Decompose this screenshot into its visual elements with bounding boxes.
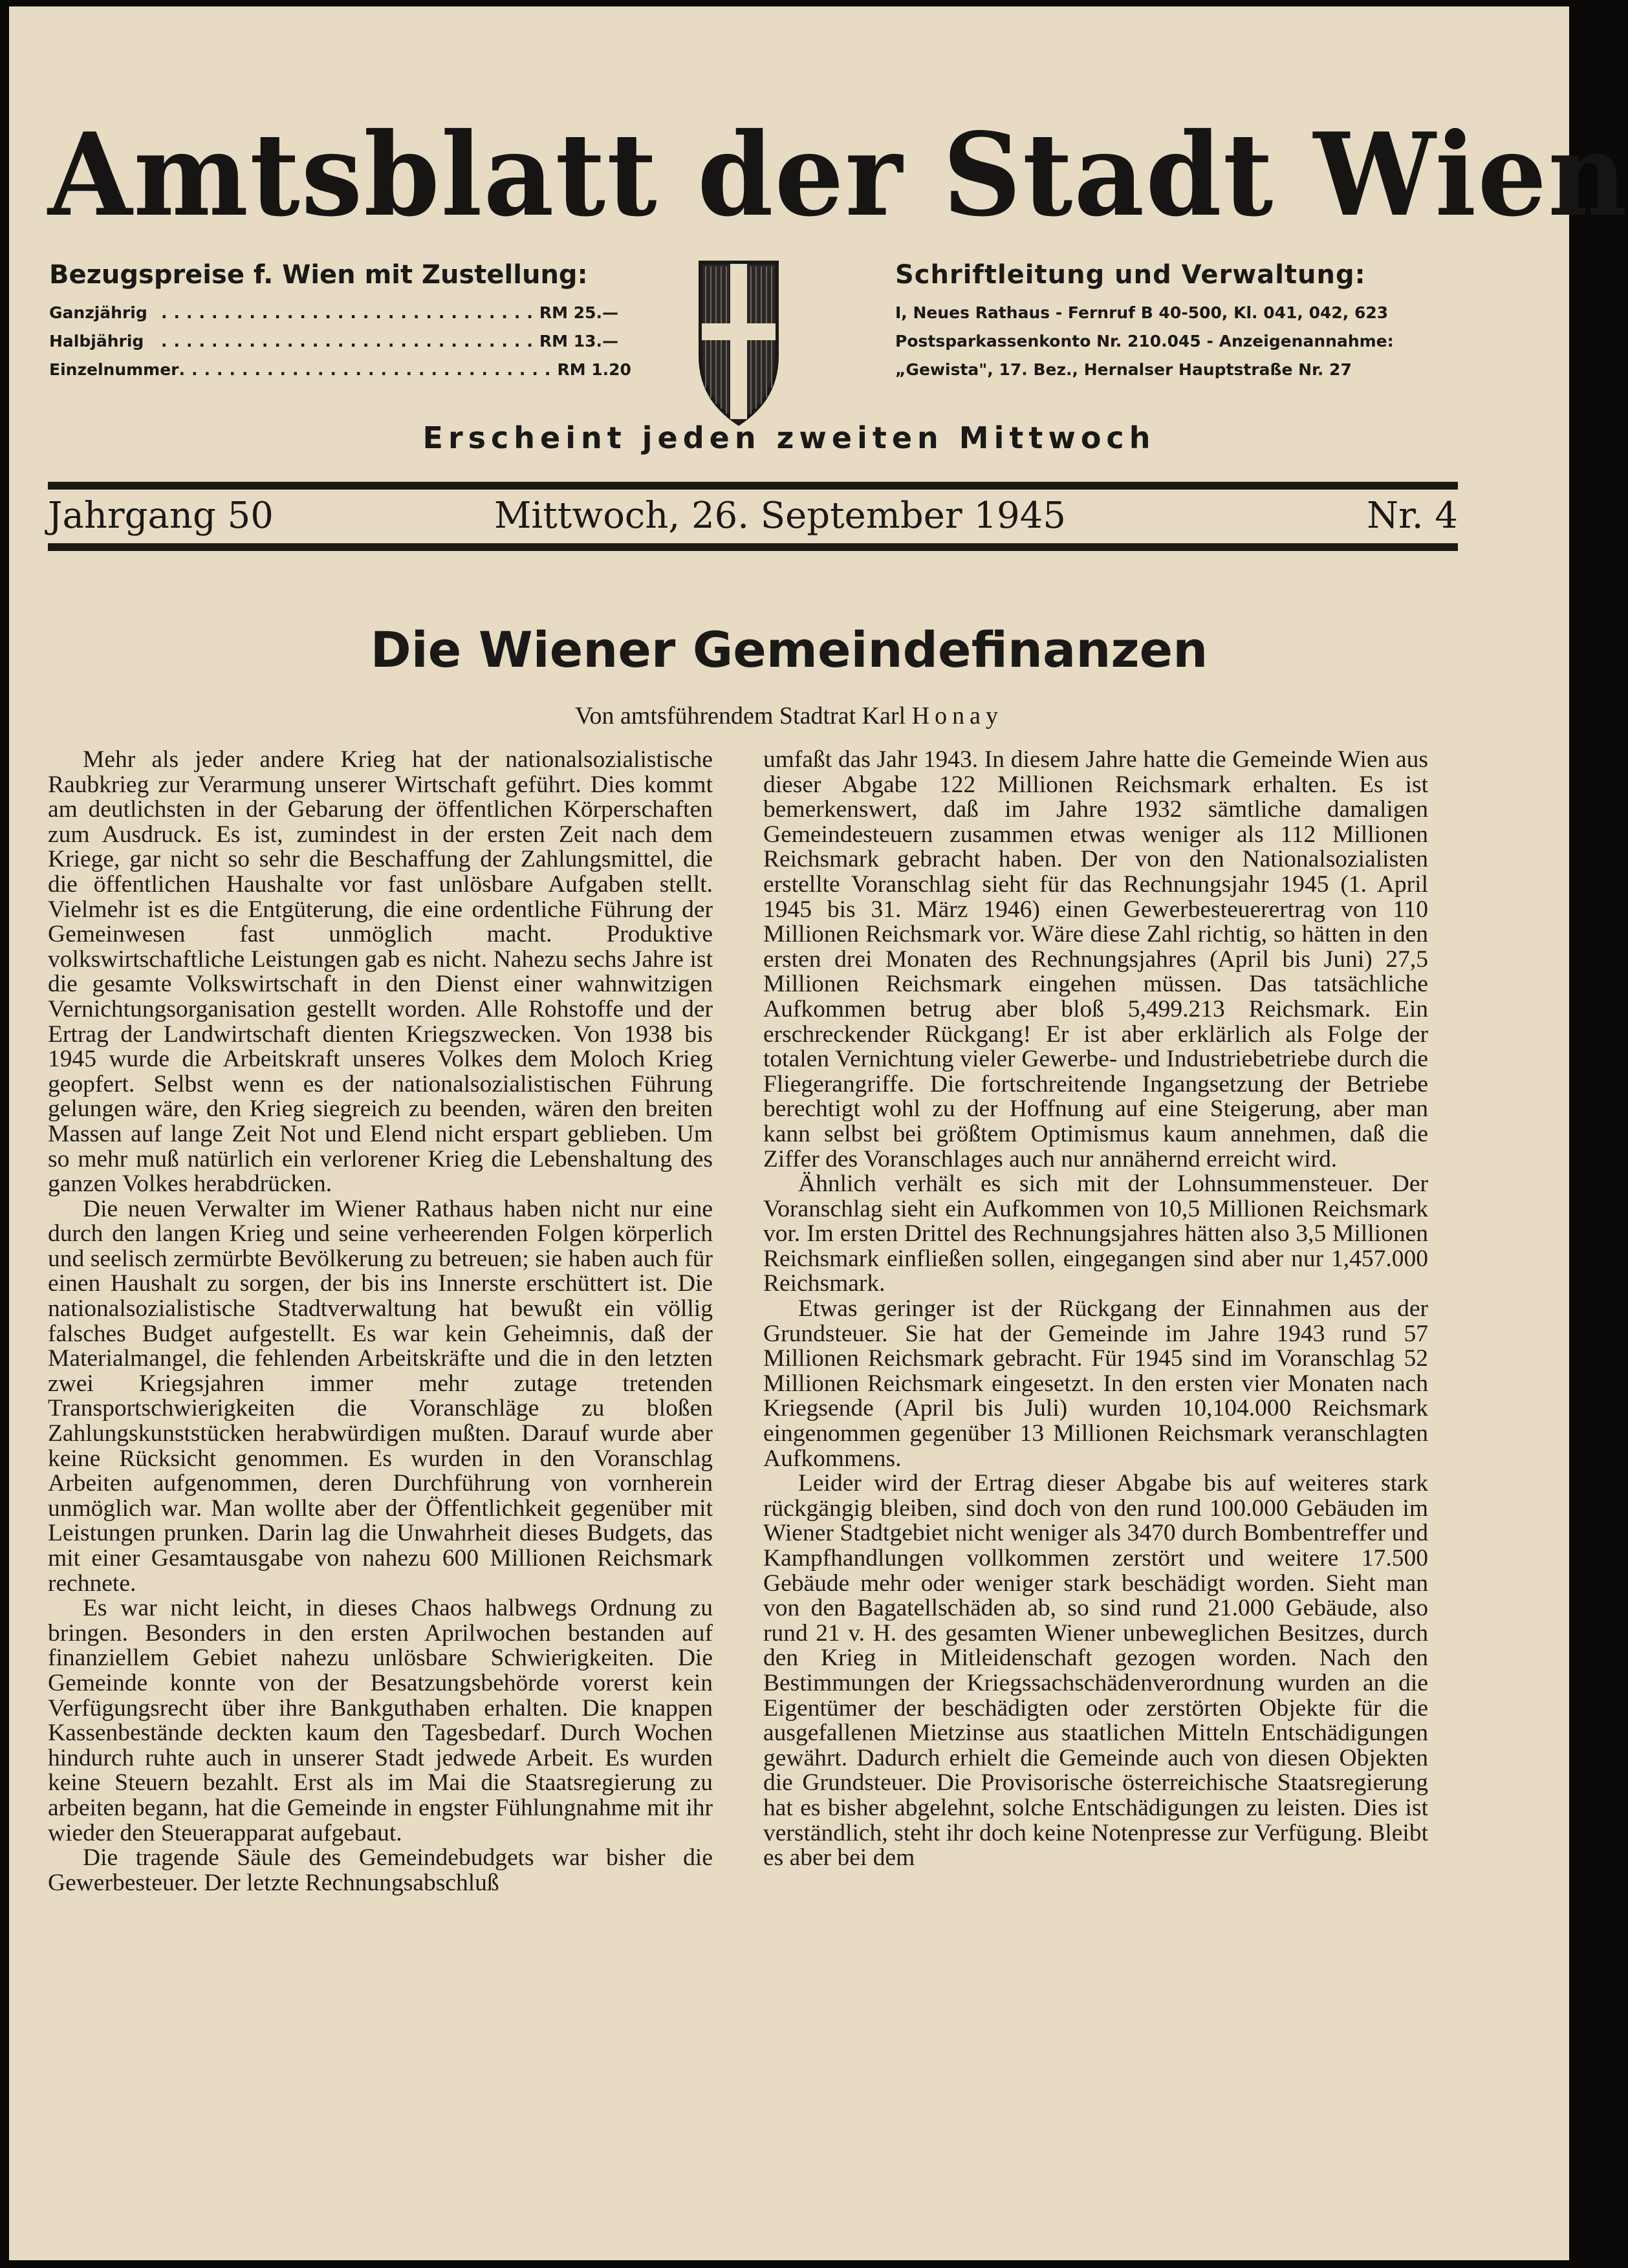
paragraph: Die neuen Verwalter im Wiener Rathaus haben nicht nur eine durch den langen Krieg und seine verheerenden Folgen körperlich und seelisch zermürbte Bevölkerung zu betreuen; sie haben auch für einen Haushalt zu sorgen, der bis ins Innerste erschüttert ist. Die nationalsozialistische Stadtverwaltung hat bewußt ein völlig falsches Budget aufgestellt. Es war kein Geheimnis, daß der Materialmangel, die fehlenden Arbeitskräfte und die in den letzten zwei Kriegsjahren immer mehr zutage tretenden Transportschwierigkeiten die Voranschläge zu bloßen Zahlungskunststücken herabwürdigen mußten. Darauf wurde aber keine Rücksicht genommen. Es wurden in den Voranschlag Arbeiten aufgenommen, deren Durchführung von vornherein unmöglich war. Man wollte aber der Öffentlichkeit gegenüber mit Leistungen prunken. Darin lag die Unwahrheit dieses Budgets, das mit einer Gesamtausgabe von nahezu 600 Millionen Reichsmark rechnete. [48, 1195, 713, 1597]
leader-dots: .............................. [160, 332, 539, 351]
vienna-coat-of-arms-icon [697, 259, 781, 427]
article-byline [9, 702, 1569, 730]
volume-label: Jahrgang 50 [48, 495, 274, 537]
paragraph: Es war nicht leicht, in dieses Chaos halbwegs Ordnung zu bringen. Besonders in den ersten Aprilwochen bestanden auf finanziellem Gebiet nahezu unlösbare Schwierigkeiten. Die Gemeinde konnte von der Besatzungsbehörde vorerst kein Verfügungsrecht über ihre Bankguthaben erhalten. Die knappen Kassenbestände deckten kaum den Tagesbedarf. Durch Wochen hindurch ruhte auch in unserer Stadt jedwede Arbeit. Es wurden keine Steuern bezahlt. Erst als im Mai die Staatsregierung zu arbeiten begann, hat die Gemeinde in engster Fühlungnahme mit ihr wieder den Steuerapparat aufgebaut. [48, 1595, 713, 1846]
price-row [49, 299, 618, 327]
masthead-title: Amtsblatt der Stadt Wien [48, 107, 1628, 242]
issue-date: Mittwoch, 26. September 1945 [494, 495, 1066, 537]
byline-prefix: Von amtsführendem Stadtrat Karl [575, 702, 906, 729]
paragraph: Ähnlich verhält es sich mit der Lohnsummensteuer. Der Voranschlag sieht ein Aufkommen von 10,5 Millionen Reichsmark vor. Im ersten Drittel des Rechnungsjahres hätten also 3,5 Millionen Reichsmark einfließen sollen, eingegangen sind aber nur 1,457.000 Reichsmark. [763, 1171, 1428, 1297]
prices-title: Bezugspreise f. Wien mit Zustellung: [49, 260, 588, 290]
price-row [49, 356, 631, 384]
editorial-title: Schriftleitung und Verwaltung: [895, 260, 1366, 290]
price-value: RM 13.— [539, 332, 618, 351]
paragraph: Die tragende Säule des Gemeindebudgets war bisher die Gewerbesteuer. Der letzte Rechnungsabschluß [48, 1844, 713, 1896]
leader-dots: .............................. [179, 360, 558, 379]
leader-dots: .............................. [160, 303, 539, 322]
publication-schedule: Erscheint jeden zweiten Mittwoch [422, 420, 1156, 455]
editorial-line: „Gewista", 17. Bez., Hernalser Hauptstraße Nr. 27 [895, 360, 1352, 379]
paragraph: Leider wird der Ertrag dieser Abgabe bis auf weiteres stark rückgängig bleiben, sind doch von den rund 100.000 Gebäuden im Wiener Stadtgebiet nicht weniger als 3470 durch Bombentreffer und Kampfhandlungen vollkommen zerstört und weitere 17.500 Gebäude mehr oder weniger stark beschädigt worden. Sieht man von den Bagatellschäden ab, so sind rund 21.000 Gebäude, also rund 21 v. H. des gesamten Wiener unbeweglichen Besitzes, durch den Krieg in Mitleidenschaft gezogen worden. Nach den Bestimmungen der Kriegssachschädenverordnung wurden an die Eigentümer der beschädigten oder zerstörten Objekte für die ausgefallenen Mietzinse aus staatlichen Mitteln Entschädigungen gewährt. Dadurch erhielt die Gemeinde auch von diesen Objekten die Grundsteuer. Die Provisorische österreichische Staatsregierung hat es bisher abgelehnt, solche Entschädigungen zu leisten. Dies ist verständlich, steht ihr doch keine Notenpresse zur Verfügung. Bleibt es aber bei dem [763, 1470, 1428, 1872]
paragraph: Mehr als jeder andere Krieg hat der nationalsozialistische Raubkrieg zur Verarmung unserer Wirtschaft geführt. Dies kommt am deutlichsten in der Gebarung der öffentlichen Körperschaften zum Ausdruck. Es ist, zumindest in der ersten Zeit nach dem Kriege, gar nicht so sehr die Beschaffung der Zahlungsmittel, die die öffentlichen Haushalte vor fast unlösbare Aufgaben stellt. Vielmehr ist es die Entgüterung, die eine ordentliche Führung der Gemeinwesen fast unmöglich macht. Produktive volkswirtschaftliche Leistungen gab es nicht. Nahezu sechs Jahre ist die gesamte Volkswirtschaft in den Dienst einer wahnwitzigen Vernichtungsorganisation gestellt worden. Alle Rohstoffe und der Ertrag der Landwirtschaft dienten Kriegszwecken. Von 1938 bis 1945 wurde die Arbeitskraft unseres Volkes dem Moloch Krieg geopfert. Selbst wenn es der nationalsozialistischen Führung gelungen wäre, den Krieg siegreich zu beenden, wären den breiten Massen auf lange Zeit Not und Elend nicht erspart geblieben. Um so mehr muß natürlich ein verlorener Krieg die Lebenshaltung des ganzen Volkes herabdrücken. [48, 746, 713, 1198]
article-title: Die Wiener Gemeindefinanzen [370, 621, 1208, 678]
subscription-prices [49, 260, 631, 384]
editorial-office-info [895, 260, 1542, 384]
top-rule [48, 482, 1458, 490]
paragraph: umfaßt das Jahr 1943. In diesem Jahre hatte die Gemeinde Wien aus dieser Abgabe 122 Millionen Reichsmark erhalten. Es ist bemerkenswert, daß im Jahre 1932 sämtliche damaligen Gemeindesteuern zusammen etwas weniger als 112 Millionen Reichsmark gebracht haben. Der von den Nationalsozialisten erstellte Voranschlag sieht für das Rechnungsjahr 1945 (1. April 1945 bis 31. März 1946) einen Gewerbesteuerertrag von 110 Millionen Reichsmark vor. Wäre diese Zahl richtig, so hätten in den ersten drei Monaten des Rechnungsjahres (April bis Juni) 27,5 Millionen Reichsmark eingehen müssen. Das tatsächliche Aufkommen betrug aber bloß 5,499.213 Reichsmark. Ein erschreckender Rückgang! Er ist aber erklärlich als Folge der totalen Vernichtung vieler Gewerbe- und Industriebetriebe durch die Fliegerangriffe. Die fortschreitende Ingangsetzung der Betriebe berechtigt wohl zu der Hoffnung auf eine Steigerung, aber man kann selbst bei größtem Optimismus kaum annehmen, daß die Ziffer des Voranschlages auch nur annähernd erreicht wird. [763, 746, 1428, 1172]
newspaper-page [9, 6, 1628, 2260]
price-value: RM 25.— [539, 303, 618, 322]
editorial-line: I, Neues Rathaus - Fernruf B 40-500, Kl. 041, 042, 623 [895, 303, 1389, 322]
price-row [49, 327, 618, 356]
author-name: Honay [911, 702, 1003, 729]
price-label: Halbjährig [49, 332, 144, 351]
article-column-left [48, 748, 713, 1895]
issue-number: Nr. 4 [1367, 495, 1458, 537]
paragraph: Etwas geringer ist der Rückgang der Einnahmen aus der Grundsteuer. Sie hat der Gemeinde im Jahre 1943 rund 57 Millionen Reichsmark gebracht. Für 1945 sind im Voranschlag 52 Millionen Reichsmark eingesetzt. In den ersten vier Monaten nach Kriegsende (April bis Juli) wurden 10,104.000 Reichsmark eingenommen gegenüber 13 Millionen Reichsmark veranschlagten Aufkommens. [763, 1295, 1428, 1472]
bottom-rule [48, 543, 1458, 551]
price-label: Einzelnummer [49, 360, 179, 379]
dateline [48, 495, 1458, 540]
editorial-line: Postsparkassenkonto Nr. 210.045 - Anzeigenannahme: [895, 332, 1394, 351]
article-column-right [763, 748, 1428, 1871]
price-value: RM 1.20 [557, 360, 631, 379]
price-label: Ganzjährig [49, 303, 147, 322]
